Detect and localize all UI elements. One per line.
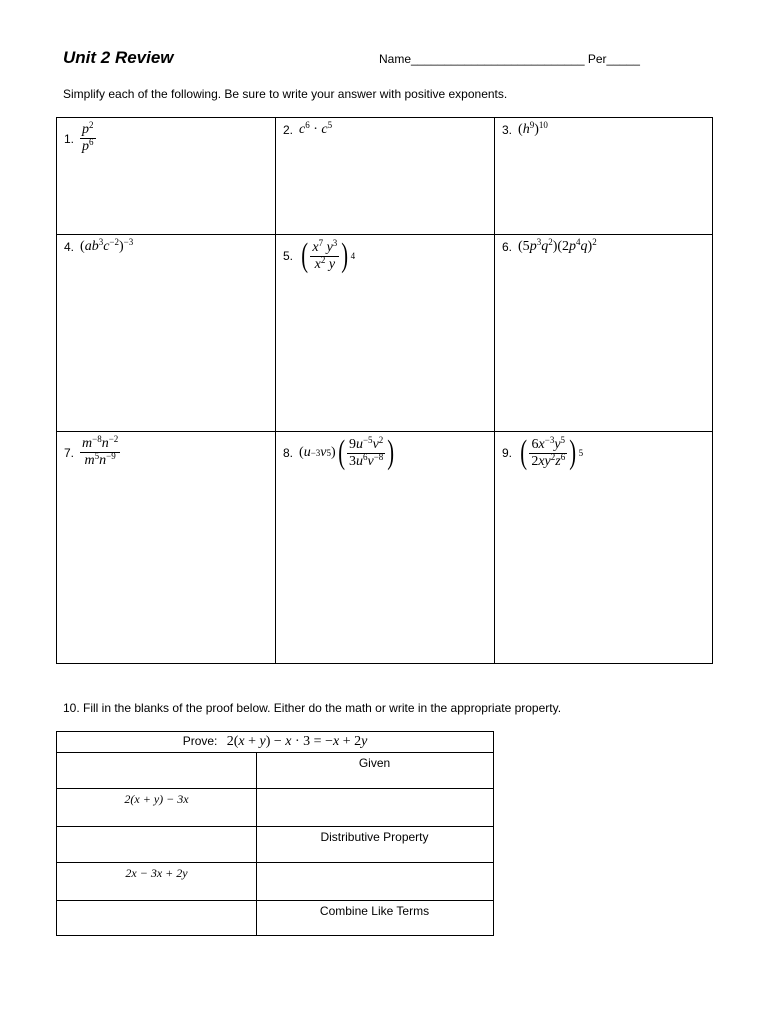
problem-expression: $(h^9)^{10}$ — [518, 120, 548, 137]
grid-divider — [275, 118, 276, 663]
prove-statement: 2(x + y) − x · 3 = −x + 2y — [226, 734, 368, 749]
problem-expression: ( u −3 v 5 ) ( $\frac{9u^{-5}v^2}{3u^6v^{-8}}$ ) — [299, 434, 395, 471]
grid-divider — [57, 431, 712, 432]
page-title: Unit 2 Review — [63, 48, 174, 67]
problem-2 — [283, 122, 332, 138]
problem-number: 4. — [64, 240, 75, 254]
proof-row-divider — [57, 788, 493, 789]
problem-expression: ( $\frac{6x^{-3}y^5}{2xy^2z^6}$ ) 5 — [520, 434, 584, 471]
problem-number: 9. — [502, 446, 513, 460]
proof-statement-2: 2(x + y) − 3x — [124, 792, 189, 806]
problem-number: 6. — [502, 240, 513, 254]
grid-divider — [57, 234, 712, 235]
problem-3 — [502, 122, 548, 138]
question-10-prompt: 10. Fill in the blanks of the proof below. Either do the math or write in the appropriate property. — [63, 701, 562, 715]
proof-row-divider — [57, 826, 493, 827]
proof-row-divider — [57, 862, 493, 863]
problem-expression: $(ab^3c^{-2})^{-3}$ — [80, 237, 134, 254]
proof-table — [56, 731, 494, 936]
proof-row-divider — [57, 752, 493, 753]
problem-6 — [502, 239, 597, 255]
prove-label: Prove: — [182, 734, 218, 748]
proof-reason-5: Combine Like Terms — [319, 904, 430, 918]
problem-number: 5. — [283, 249, 294, 263]
grid-divider — [494, 118, 495, 663]
proof-reason-3: Distributive Property — [320, 830, 429, 844]
problem-number: 3. — [502, 123, 513, 137]
problem-1 — [64, 122, 96, 155]
problem-8 — [283, 436, 397, 470]
problem-4 — [64, 239, 133, 255]
problem-expression: $\frac{p^2}{p^6}$ — [82, 120, 94, 154]
problem-9 — [502, 436, 583, 470]
problem-7 — [64, 436, 120, 469]
proof-row-divider — [57, 900, 493, 901]
problem-number: 1. — [64, 131, 75, 146]
problem-expression: $\frac{m^{-8}n^{-2}}{m^5n^{-9}}$ — [82, 434, 119, 468]
instructions: Simplify each of the following. Be sure to write your answer with positive exponents. — [63, 87, 508, 101]
proof-header — [57, 734, 493, 750]
problem-expression: ( $\frac{x^7 y^3}{x^2 y}$ ) 4 — [301, 237, 356, 274]
problem-5 — [283, 239, 355, 273]
problem-expression: $(5p^3q^2)(2p^4q)^2$ — [518, 237, 597, 254]
proof-reason-1: Given — [358, 756, 391, 770]
problem-expression: $c^6 \cdot c^5$ — [299, 120, 333, 137]
problem-number: 8. — [283, 446, 294, 460]
problem-number: 2. — [283, 123, 294, 137]
name-period-field[interactable]: Name__________________________ Per_____ — [379, 52, 640, 66]
problems-grid — [56, 117, 713, 664]
problem-number: 7. — [64, 445, 75, 460]
proof-statement-4: 2x − 3x + 2y — [125, 866, 188, 880]
